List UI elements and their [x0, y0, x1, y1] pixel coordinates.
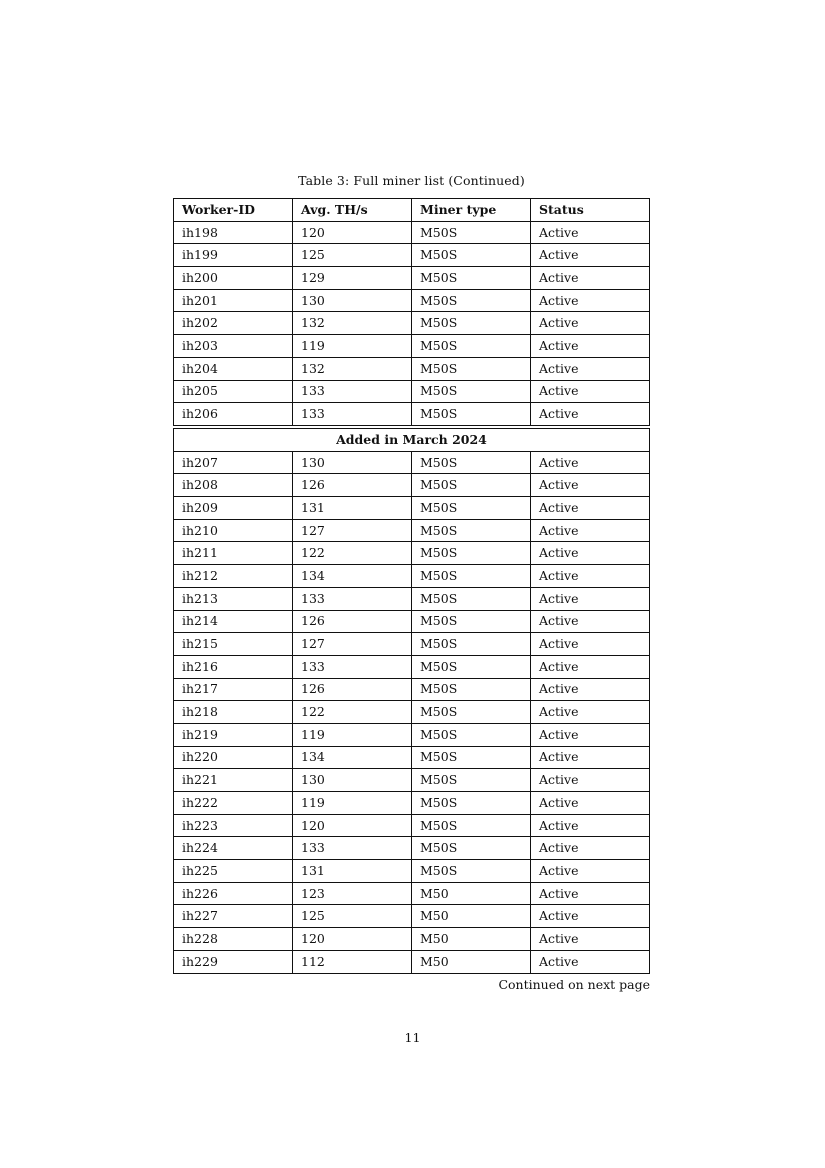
cell-worker-id: ih198 — [174, 221, 293, 244]
cell-status: Active — [531, 655, 650, 678]
cell-status: Active — [531, 497, 650, 520]
cell-miner-type: M50S — [412, 335, 531, 358]
cell-miner-type: M50S — [412, 792, 531, 815]
table-row — [174, 244, 650, 267]
cell-worker-id: ih218 — [174, 701, 293, 724]
cell-worker-id: ih212 — [174, 565, 293, 588]
cell-worker-id: ih221 — [174, 769, 293, 792]
cell-avg-ths: 133 — [293, 587, 412, 610]
cell-status: Active — [531, 335, 650, 358]
cell-status: Active — [531, 610, 650, 633]
cell-status: Active — [531, 451, 650, 474]
cell-status: Active — [531, 928, 650, 951]
table-row — [174, 723, 650, 746]
cell-miner-type: M50S — [412, 542, 531, 565]
cell-status: Active — [531, 380, 650, 403]
cell-miner-type: M50S — [412, 403, 531, 426]
page-number: 11 — [404, 1030, 421, 1045]
miner-table-top — [173, 198, 650, 426]
cell-worker-id: ih220 — [174, 746, 293, 769]
table-row — [174, 950, 650, 973]
table-body-bottom — [174, 429, 650, 974]
cell-worker-id: ih203 — [174, 335, 293, 358]
cell-miner-type: M50S — [412, 451, 531, 474]
table-caption: Table 3: Full miner list (Continued) — [298, 173, 525, 188]
table-row — [174, 542, 650, 565]
cell-avg-ths: 127 — [293, 633, 412, 656]
table-row — [174, 497, 650, 520]
cell-avg-ths: 132 — [293, 357, 412, 380]
cell-miner-type: M50S — [412, 746, 531, 769]
table-row — [174, 519, 650, 542]
cell-miner-type: M50S — [412, 678, 531, 701]
cell-worker-id: ih214 — [174, 610, 293, 633]
cell-avg-ths: 120 — [293, 221, 412, 244]
table-row — [174, 905, 650, 928]
cell-avg-ths: 130 — [293, 289, 412, 312]
cell-avg-ths: 126 — [293, 610, 412, 633]
cell-miner-type: M50S — [412, 701, 531, 724]
cell-avg-ths: 133 — [293, 655, 412, 678]
cell-avg-ths: 134 — [293, 565, 412, 588]
cell-miner-type: M50S — [412, 221, 531, 244]
cell-avg-ths: 133 — [293, 837, 412, 860]
cell-miner-type: M50S — [412, 312, 531, 335]
cell-worker-id: ih206 — [174, 403, 293, 426]
cell-status: Active — [531, 950, 650, 973]
table-row — [174, 837, 650, 860]
cell-avg-ths: 126 — [293, 678, 412, 701]
cell-worker-id: ih226 — [174, 882, 293, 905]
cell-worker-id: ih208 — [174, 474, 293, 497]
cell-avg-ths: 131 — [293, 497, 412, 520]
cell-status: Active — [531, 701, 650, 724]
cell-status: Active — [531, 792, 650, 815]
cell-avg-ths: 125 — [293, 905, 412, 928]
cell-status: Active — [531, 587, 650, 610]
cell-avg-ths: 131 — [293, 860, 412, 883]
cell-miner-type: M50S — [412, 357, 531, 380]
cell-worker-id: ih229 — [174, 950, 293, 973]
cell-status: Active — [531, 244, 650, 267]
cell-miner-type: M50S — [412, 565, 531, 588]
cell-avg-ths: 120 — [293, 814, 412, 837]
cell-miner-type: M50S — [412, 289, 531, 312]
table-row — [174, 335, 650, 358]
cell-worker-id: ih209 — [174, 497, 293, 520]
table-row — [174, 792, 650, 815]
continued-note: Continued on next page — [498, 977, 650, 992]
cell-avg-ths: 130 — [293, 769, 412, 792]
cell-status: Active — [531, 267, 650, 290]
cell-miner-type: M50S — [412, 519, 531, 542]
table-row — [174, 769, 650, 792]
cell-status: Active — [531, 289, 650, 312]
cell-avg-ths: 123 — [293, 882, 412, 905]
cell-avg-ths: 133 — [293, 403, 412, 426]
table-row — [174, 221, 650, 244]
cell-avg-ths: 122 — [293, 701, 412, 724]
cell-worker-id: ih215 — [174, 633, 293, 656]
table-row — [174, 928, 650, 951]
cell-status: Active — [531, 565, 650, 588]
cell-worker-id: ih222 — [174, 792, 293, 815]
cell-status: Active — [531, 542, 650, 565]
cell-worker-id: ih228 — [174, 928, 293, 951]
cell-worker-id: ih217 — [174, 678, 293, 701]
cell-avg-ths: 119 — [293, 335, 412, 358]
table-row — [174, 678, 650, 701]
cell-avg-ths: 112 — [293, 950, 412, 973]
cell-avg-ths: 119 — [293, 792, 412, 815]
table-row — [174, 701, 650, 724]
cell-miner-type: M50S — [412, 655, 531, 678]
cell-status: Active — [531, 221, 650, 244]
cell-status: Active — [531, 837, 650, 860]
cell-status: Active — [531, 723, 650, 746]
cell-miner-type: M50 — [412, 882, 531, 905]
cell-avg-ths: 127 — [293, 519, 412, 542]
table-row — [174, 655, 650, 678]
table-row — [174, 610, 650, 633]
cell-avg-ths: 130 — [293, 451, 412, 474]
table-row — [174, 860, 650, 883]
table-header-row — [174, 199, 650, 222]
cell-miner-type: M50S — [412, 497, 531, 520]
section-row — [174, 429, 650, 452]
cell-miner-type: M50S — [412, 587, 531, 610]
cell-miner-type: M50 — [412, 905, 531, 928]
cell-worker-id: ih207 — [174, 451, 293, 474]
table-row — [174, 746, 650, 769]
table-row — [174, 357, 650, 380]
cell-miner-type: M50 — [412, 928, 531, 951]
cell-worker-id: ih200 — [174, 267, 293, 290]
cell-status: Active — [531, 905, 650, 928]
column-header-avg-ths: Avg. TH/s — [293, 199, 412, 222]
cell-avg-ths: 129 — [293, 267, 412, 290]
cell-worker-id: ih201 — [174, 289, 293, 312]
cell-worker-id: ih219 — [174, 723, 293, 746]
cell-avg-ths: 134 — [293, 746, 412, 769]
cell-worker-id: ih213 — [174, 587, 293, 610]
table-row — [174, 587, 650, 610]
table-row — [174, 474, 650, 497]
table-body-top — [174, 221, 650, 425]
table-row — [174, 289, 650, 312]
cell-status: Active — [531, 312, 650, 335]
cell-worker-id: ih211 — [174, 542, 293, 565]
cell-avg-ths: 126 — [293, 474, 412, 497]
cell-status: Active — [531, 403, 650, 426]
table-row — [174, 380, 650, 403]
cell-status: Active — [531, 769, 650, 792]
cell-worker-id: ih204 — [174, 357, 293, 380]
cell-status: Active — [531, 882, 650, 905]
cell-miner-type: M50S — [412, 244, 531, 267]
column-header-status: Status — [531, 199, 650, 222]
table-row — [174, 882, 650, 905]
cell-avg-ths: 132 — [293, 312, 412, 335]
cell-miner-type: M50 — [412, 950, 531, 973]
cell-miner-type: M50S — [412, 837, 531, 860]
cell-miner-type: M50S — [412, 610, 531, 633]
miner-table-bottom — [173, 428, 650, 974]
cell-avg-ths: 122 — [293, 542, 412, 565]
cell-miner-type: M50S — [412, 633, 531, 656]
cell-status: Active — [531, 860, 650, 883]
cell-worker-id: ih223 — [174, 814, 293, 837]
cell-avg-ths: 133 — [293, 380, 412, 403]
cell-miner-type: M50S — [412, 267, 531, 290]
cell-worker-id: ih216 — [174, 655, 293, 678]
cell-miner-type: M50S — [412, 860, 531, 883]
cell-status: Active — [531, 474, 650, 497]
cell-miner-type: M50S — [412, 814, 531, 837]
cell-worker-id: ih210 — [174, 519, 293, 542]
section-label: Added in March 2024 — [174, 429, 650, 452]
cell-worker-id: ih224 — [174, 837, 293, 860]
cell-status: Active — [531, 633, 650, 656]
cell-avg-ths: 125 — [293, 244, 412, 267]
cell-miner-type: M50S — [412, 769, 531, 792]
cell-avg-ths: 119 — [293, 723, 412, 746]
table-row — [174, 403, 650, 426]
table-row — [174, 312, 650, 335]
column-header-worker-id: Worker-ID — [174, 199, 293, 222]
table-row — [174, 267, 650, 290]
cell-status: Active — [531, 678, 650, 701]
cell-status: Active — [531, 357, 650, 380]
cell-worker-id: ih202 — [174, 312, 293, 335]
cell-worker-id: ih225 — [174, 860, 293, 883]
cell-status: Active — [531, 814, 650, 837]
cell-worker-id: ih199 — [174, 244, 293, 267]
column-header-miner-type: Miner type — [412, 199, 531, 222]
table-row — [174, 633, 650, 656]
cell-avg-ths: 120 — [293, 928, 412, 951]
cell-status: Active — [531, 519, 650, 542]
cell-miner-type: M50S — [412, 723, 531, 746]
table-row — [174, 451, 650, 474]
cell-worker-id: ih227 — [174, 905, 293, 928]
cell-miner-type: M50S — [412, 380, 531, 403]
cell-miner-type: M50S — [412, 474, 531, 497]
table-row — [174, 565, 650, 588]
table-row — [174, 814, 650, 837]
cell-worker-id: ih205 — [174, 380, 293, 403]
cell-status: Active — [531, 746, 650, 769]
